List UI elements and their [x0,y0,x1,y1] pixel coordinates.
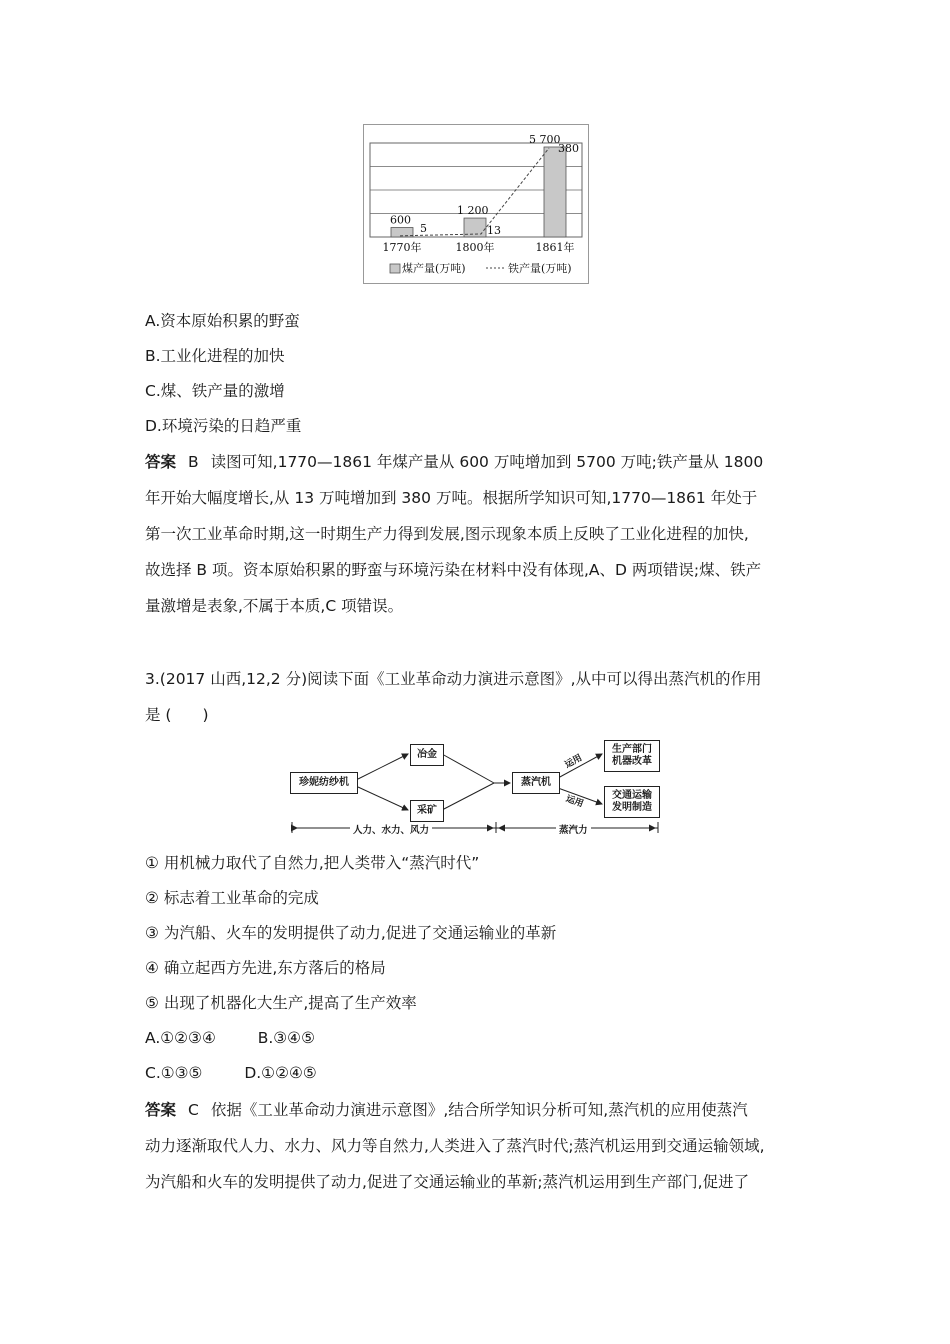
answer-q2-line-5: 量激增是表象,不属于本质,C 项错误。 [145,597,404,615]
iron-label-0: 5 [420,222,427,235]
node-spinning-jenny: 珍妮纺纱机 [290,772,358,794]
legend-iron-label: 铁产量(万吨) [508,262,572,275]
x-tick-1: 1800年 [455,241,495,254]
answer-q2-line-2: 年开始大幅度增长,从 13 万吨增加到 380 万吨。根据所学知识可知,1770—1861 年处于 [145,489,758,507]
answer-letter: B [188,453,199,471]
question-q3-line-2: 是 ( ) [145,706,209,724]
option-q3-d: D.①②④⑤ [244,1064,317,1082]
statement-3: ③ 为汽船、火车的发明提供了动力,促进了交通运输业的革新 [145,924,557,942]
x-tick-2: 1861年 [535,241,575,254]
power-evolution-diagram [288,738,662,834]
answer-label: 答案 [145,453,177,471]
answer-q2-line-4: 故选择 B 项。资本原始积累的野蛮与环境污染在材料中没有体现,A、D 两项错误;煤、铁产 [145,561,762,579]
coal-label-1: 1 200 [457,204,489,218]
answer-q2-line-1 [145,450,763,474]
line-mining-merge [442,783,494,810]
coal-label-0: 600 [390,213,411,227]
node-production-line-1: 生产部门 [612,744,652,755]
node-mining: 采矿 [410,800,444,822]
answer-label-q3: 答案 [145,1101,177,1119]
answer-q2-line-3: 第一次工业革命时期,这一时期生产力得到发展,图示现象本质上反映了工业化进程的加快, [145,525,749,543]
node-metallurgy: 冶金 [410,744,444,766]
statement-2: ② 标志着工业革命的完成 [145,889,319,907]
coal-bar-2 [544,147,566,237]
edge-label-use-top: 运用 [563,753,585,771]
arrow-spinning-mining [358,787,408,810]
statement-4: ④ 确立起西方先进,东方落后的格局 [145,959,386,977]
option-row-2 [145,1061,317,1085]
node-production-line-2: 机器改革 [612,756,652,767]
legend-coal-label: 煤产量(万吨) [402,262,466,275]
answer-q3-line-1 [145,1098,748,1122]
statement-1: ① 用机械力取代了自然力,把人类带入“蒸汽时代” [145,854,480,872]
node-production [604,740,660,772]
edge-label-use-bottom: 运用 [564,794,585,810]
question-q3-line-1: 3.(2017 山西,12,2 分)阅读下面《工业革命动力演进示意图》,从中可以得出蒸汽机的作用 [145,670,762,688]
arrow-spinning-metallurgy [358,754,408,779]
line-metallurgy-merge [442,754,494,783]
node-transport-line-2: 发明制造 [612,802,652,813]
node-transport-line-1: 交通运输 [612,790,652,801]
answer-text: 读图可知,1770—1861 年煤产量从 600 万吨增加到 5700 万吨;铁产量从 1800 [210,453,764,471]
coal-label-2: 5 700 [529,133,561,146]
answer-q3-line-2: 动力逐渐取代人力、水力、风力等自然力,人类进入了蒸汽时代;蒸汽机运用到交通运输领域, [145,1137,765,1155]
node-steam-engine: 蒸汽机 [512,772,560,794]
span-label-natural: 人力、水力、风力 [350,822,432,836]
option-c: C.煤、铁产量的激增 [145,382,285,400]
statement-5: ⑤ 出现了机器化大生产,提高了生产效率 [145,994,417,1012]
answer-q3-line-3: 为汽船和火车的发明提供了动力,促进了交通运输业的革新;蒸汽机运用到生产部门,促进了 [145,1173,750,1191]
option-a: A.资本原始积累的野蛮 [145,312,300,330]
legend-coal-swatch [390,264,400,273]
coal-iron-chart [363,124,589,284]
option-d: D.环境污染的日趋严重 [145,417,302,435]
chart-canvas [364,125,588,283]
node-transport [604,786,660,818]
span-label-steam: 蒸汽力 [556,822,591,836]
option-q3-a: A.①②③④ [145,1029,216,1047]
x-tick-0: 1770年 [382,241,422,254]
answer-text-q3: 依据《工业革命动力演进示意图》,结合所学知识分析可知,蒸汽机的应用使蒸汽 [210,1101,748,1119]
answer-letter-q3: C [188,1101,199,1119]
option-b: B.工业化进程的加快 [145,347,285,365]
iron-label-1: 13 [487,224,501,237]
option-q3-b: B.③④⑤ [257,1029,315,1047]
option-row-1 [145,1026,315,1050]
option-q3-c: C.①③⑤ [145,1064,203,1082]
iron-label-2: 380 [558,142,579,155]
